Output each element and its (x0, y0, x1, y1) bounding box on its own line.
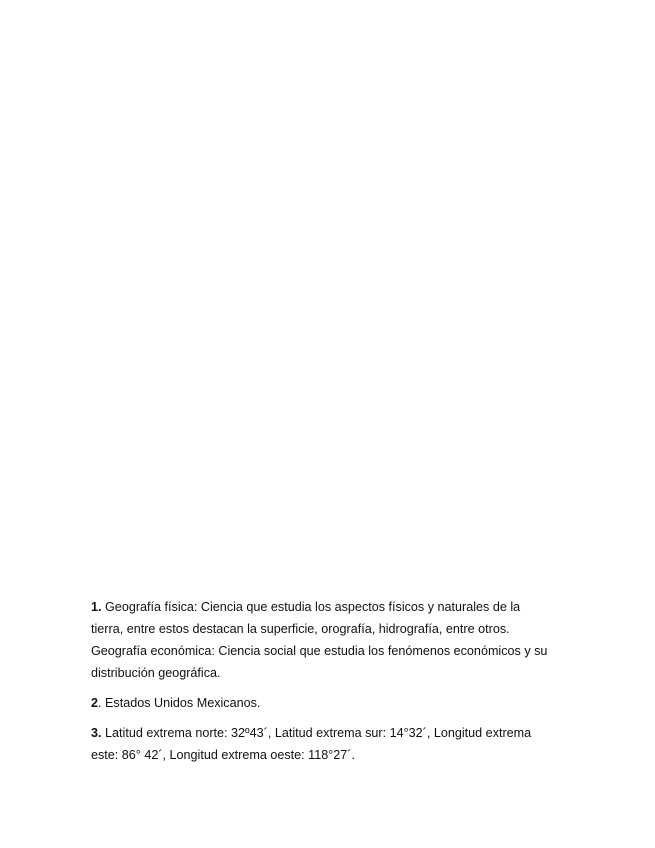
answer-3-number: 3. (91, 726, 102, 740)
answer-1-text-line-1: Geografía física: Ciencia que estudia los aspectos físicos y naturales de la (101, 600, 521, 614)
answer-1-number: 1. (91, 600, 102, 614)
answer-3-line-2: este: 86° 42´, Longitud extrema oeste: 118°27´. (91, 748, 355, 762)
answer-3 (91, 722, 571, 766)
answer-3-text-line-1: Latitud extrema norte: 32º43´, Latitud extrema sur: 14°32´, Longitud extrema (101, 726, 532, 740)
answer-1 (91, 596, 571, 684)
answers-section (91, 596, 571, 774)
answer-2-number: 2 (91, 696, 99, 710)
answer-1-line-1 (91, 596, 571, 618)
answer-2-line-1 (91, 692, 571, 714)
answer-1-line-2: tierra, entre estos destacan la superficie, orografía, hidrografía, entre otros. (91, 622, 510, 636)
answer-2-text-line-1: . Estados Unidos Mexicanos. (98, 696, 261, 710)
answer-2 (91, 692, 571, 714)
answer-1-line-4: distribución geográfica. (91, 666, 221, 680)
answer-3-line-1 (91, 722, 571, 744)
answer-1-line-3: Geografía económica: Ciencia social que estudia los fenómenos económicos y su (91, 644, 548, 658)
